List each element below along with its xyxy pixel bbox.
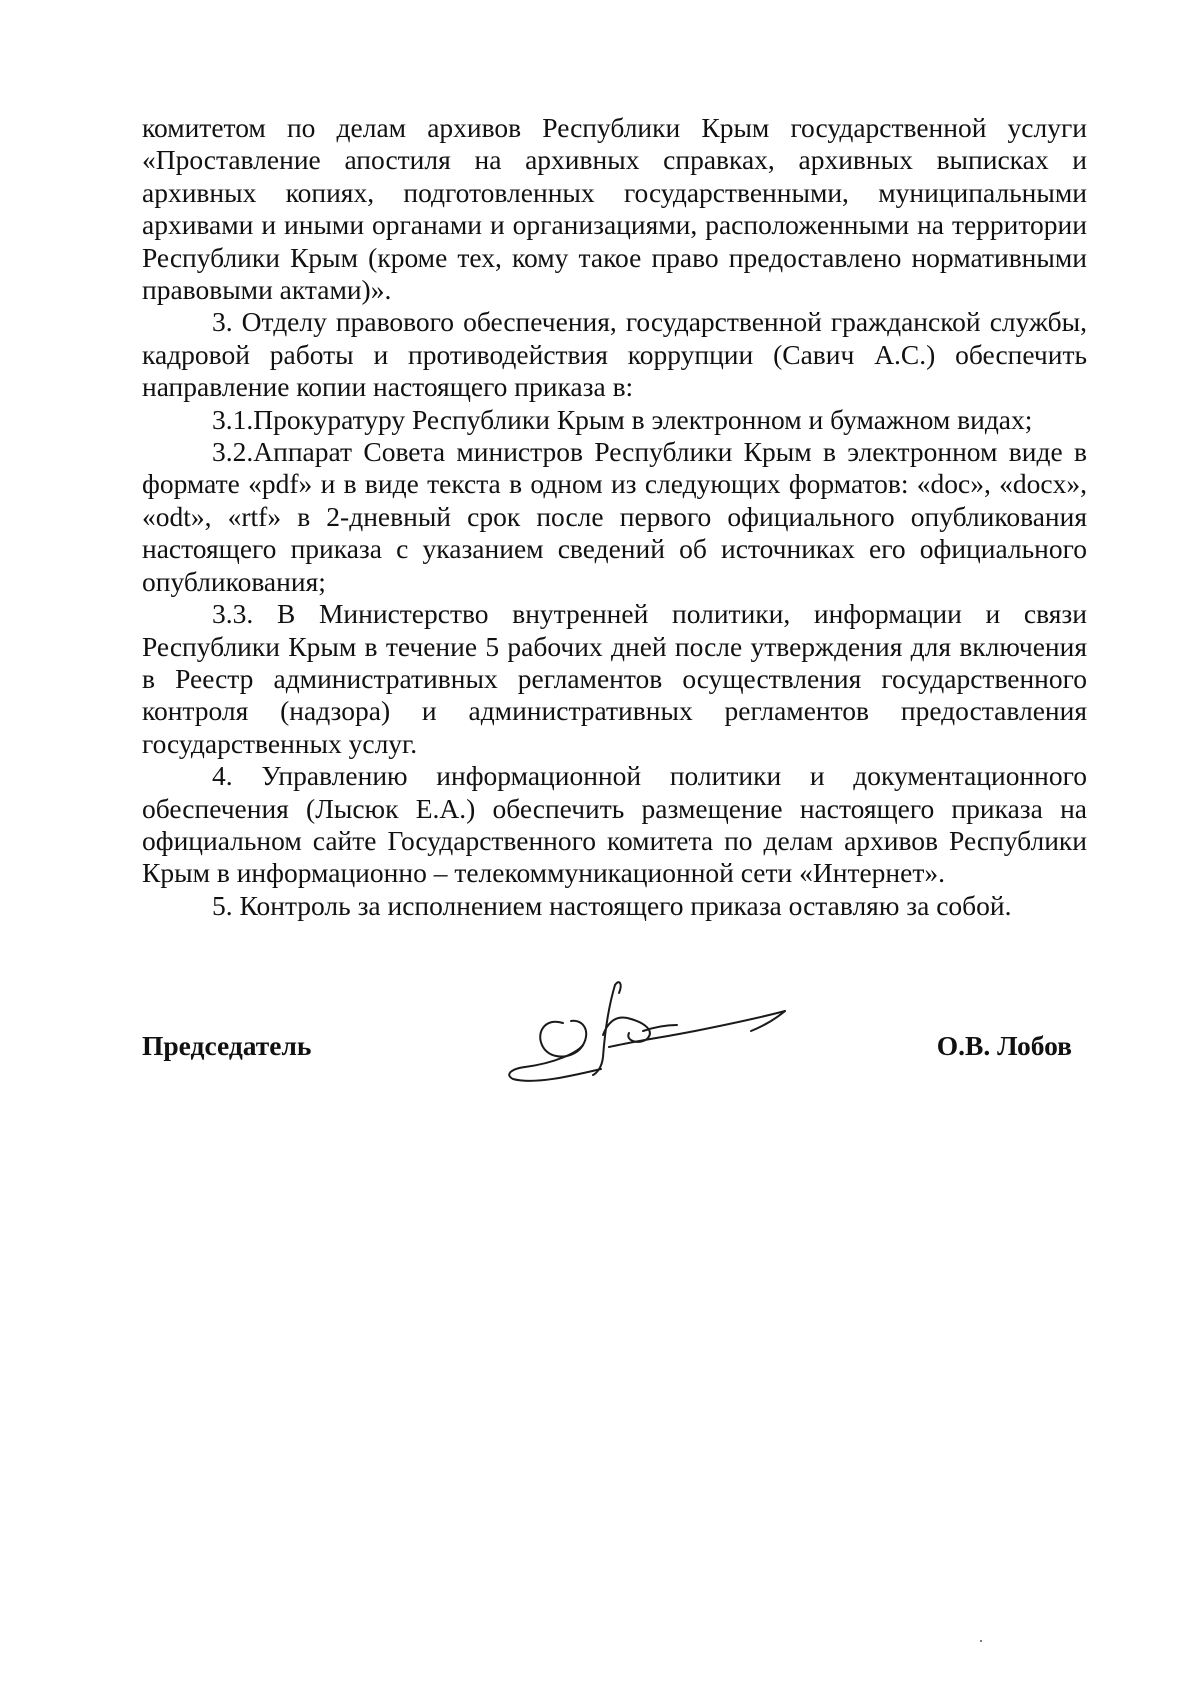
handwritten-signature — [505, 975, 805, 1085]
signer-role: Председатель — [142, 1030, 312, 1061]
paragraph-item-3-1: 3.1.Прокуратуру Республики Крым в электронном и бумажном видах; — [212, 403, 1033, 435]
paragraph-item-3: 3. Отделу правового обеспечения, государственной гражданской службы, кадровой работы и противодействия коррупции (Савич А.С.) обеспечить направление копии настоящего приказа в: — [142, 306, 1087, 403]
paragraph-item-5: 5. Контроль за исполнением настоящего приказа оставляю за собой. — [212, 889, 1012, 921]
signer-name: О.В. Лобов — [936, 1030, 1072, 1061]
scan-speck — [980, 1640, 982, 1642]
paragraph-item-4: 4. Управлению информационной политики и документационного обеспечения (Лысюк Е.А.) обеспечить размещение настоящего приказа на официальном сайте Государственного комитета по делам архивов Республики Крым в информационно – телекоммуникационной сети «Интернет». — [142, 760, 1087, 889]
paragraph-service-title: комитетом по делам архивов Республики Крым государственной услуги «Проставление апостиля на архивных справках, архивных выписках и архивных копиях, подготовленных государственными, муниципальными архивами и иными органами и организациями, расположенными на территории Республики Крым (кроме тех, кому такое право предоставлено нормативными правовыми актами)». — [142, 112, 1087, 306]
document-body — [142, 112, 1087, 922]
paragraph-item-3-2: 3.2.Аппарат Совета министров Республики Крым в электронном виде в формате «pdf» и в виде текста в одном из следующих форматов: «doc», «docx», «odt», «rtf» в 2-дневный срок после первого официального опубликования настоящего приказа с указанием сведений об источниках его официального опубликования; — [142, 436, 1087, 597]
paragraph-item-3-3: 3.3. В Министерство внутренней политики, информации и связи Республики Крым в течение 5 рабочих дней после утверждения для включения в Реестр административных регламентов осуществления государственного контроля (надзора) и административных регламентов предоставления государственных услуг. — [142, 598, 1087, 759]
